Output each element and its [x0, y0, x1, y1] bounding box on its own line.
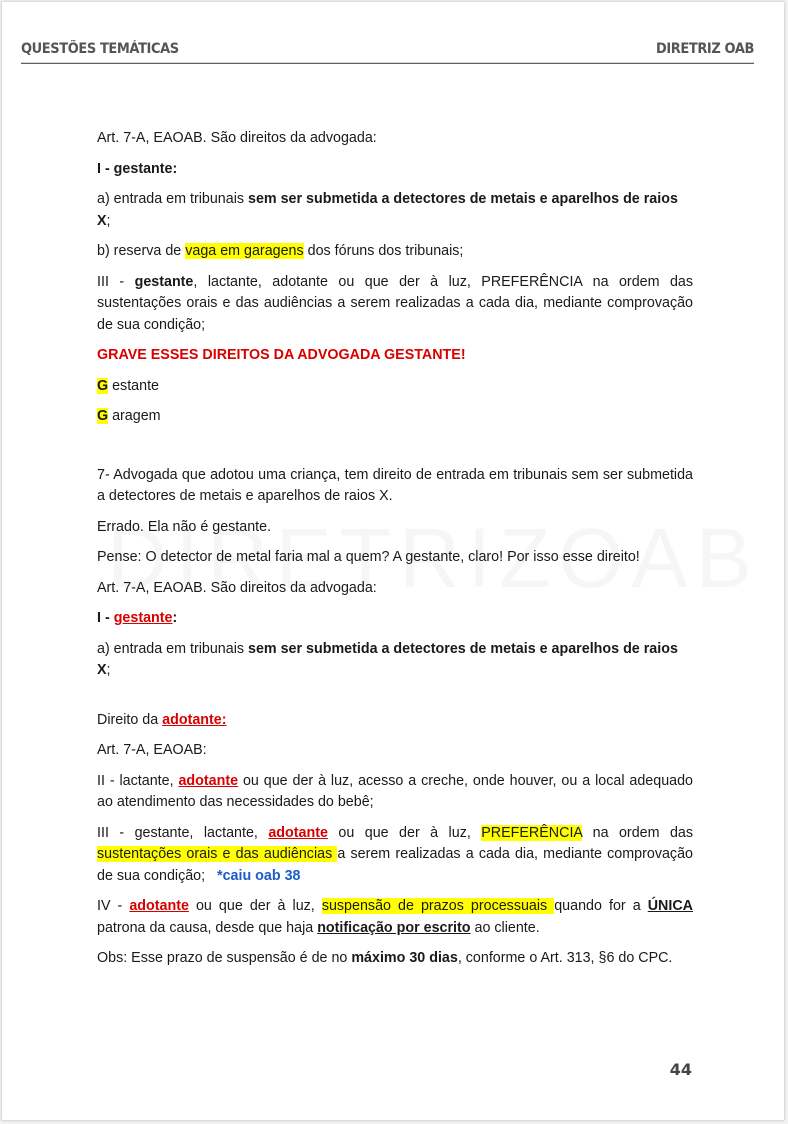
s3-inciso-iii — [97, 823, 693, 888]
mnemonic-word: estante — [108, 377, 159, 394]
s1-b-highlight: vaga em garagens — [185, 243, 304, 259]
s3-iv-highlight: suspensão de prazos processuais — [321, 898, 555, 914]
s3-iv-end: ao cliente. — [470, 919, 540, 936]
header-left-title: QUESTÕES TEMÁTICAS — [21, 41, 179, 58]
s3-iii-text: a serem realizadas a cada dia, mediante comprovação de sua condição; — [97, 846, 693, 884]
s3-ii-red: adotante — [178, 772, 239, 789]
s3-iii-label: III - gestante, lactante, — [97, 824, 269, 841]
s1-grave-callout: GRAVE ESSES DIREITOS DA ADVOGADA GESTANTE! — [97, 347, 466, 363]
mnemonic-garagem — [97, 406, 693, 428]
mnemonic-letter: G — [97, 408, 109, 424]
document-body — [97, 128, 693, 979]
s1-item-a — [97, 189, 693, 232]
s3-inciso-ii — [97, 771, 693, 814]
s1-a-end: ; — [106, 212, 111, 229]
document-page — [2, 2, 784, 1120]
s2-pense: Pense: O detector de metal faria mal a quem? A gestante, claro! Por isso esse direito! — [97, 549, 640, 565]
spacer — [97, 691, 693, 710]
s3-iv-text: quando for a — [554, 898, 648, 914]
s3-iii-highlight: PREFERÊNCIA — [481, 824, 583, 841]
s2-item-a — [97, 639, 693, 682]
s1-a-text: a) entrada em tribunais — [97, 191, 248, 207]
s3-ii-text: ou que der à luz, acesso a creche, onde houver, ou a local adequado ao atendimento das necessidades do bebê; — [97, 772, 694, 810]
s1-item-b — [97, 241, 693, 263]
spacer — [97, 437, 693, 465]
s2-question: 7- Advogada que adotou uma criança, tem direito de entrada em tribunais sem ser submetida a detectores de metais e aparelhos de raios X. — [97, 466, 693, 504]
s1-iii-label: III - — [97, 273, 135, 290]
s1-inciso-iii — [97, 272, 693, 337]
s2-answer: Errado. Ela não é gestante. — [97, 518, 272, 535]
s3-obs-text: Obs: Esse prazo de suspensão é de no — [97, 950, 352, 966]
s3-obs-bold: máximo 30 dias — [351, 950, 458, 966]
s3-heading — [97, 710, 693, 732]
s1-article: Art. 7-A, EAOAB. São direitos da advogada: — [97, 130, 377, 146]
s3-iv-label: IV - — [97, 898, 130, 914]
s1-a-bold: sem ser submetida a detectores de metais e aparelhos de raios X — [97, 191, 678, 229]
s2-a-end: ; — [106, 662, 111, 678]
mnemonic-gestante — [97, 376, 693, 398]
s2-i-red: gestante — [113, 610, 173, 626]
s1-inciso-i — [97, 159, 693, 181]
s3-iv-notificacao: notificação por escrito — [317, 919, 471, 936]
page-number: 44 — [669, 1060, 692, 1079]
s3-ii-label: II - lactante, — [97, 772, 179, 789]
caiu-oab-note: *caiu oab 38 — [217, 867, 301, 884]
s3-iii-text: na ordem das — [582, 824, 694, 841]
s2-inciso-i — [97, 608, 693, 630]
s2-article: Art. 7-A, EAOAB. São direitos da advogada: — [97, 579, 377, 596]
s3-obs-end: , conforme o Art. 313, §6 do CPC. — [457, 950, 673, 966]
s2-a-text: a) entrada em tribunais — [97, 640, 248, 657]
s3-iv-unica: ÚNICA — [647, 898, 693, 914]
s2-i-label: I - — [97, 610, 114, 626]
page-header — [21, 41, 754, 64]
s3-iv-red: adotante — [129, 898, 189, 914]
header-right-title: DIRETRIZ OAB — [655, 41, 754, 58]
s3-heading-text: Direito da — [97, 711, 163, 728]
mnemonic-letter: G — [97, 377, 109, 394]
s3-inciso-iv — [97, 896, 693, 939]
s2-a-bold: sem ser submetida a detectores de metais e aparelhos de raios X — [97, 640, 678, 678]
s3-article: Art. 7-A, EAOAB: — [97, 742, 207, 758]
s3-iv-text: patrona da causa, desde que haja — [97, 919, 318, 936]
s3-obs — [97, 948, 693, 970]
s2-i-colon: : — [172, 610, 178, 626]
s3-heading-red: adotante: — [162, 711, 227, 728]
mnemonic-word: aragem — [108, 408, 161, 424]
s1-iii-bold: gestante — [134, 273, 194, 290]
s1-b-end: dos fóruns dos tribunais; — [303, 243, 464, 259]
s1-iii-text: , lactante, adotante ou que der à luz, PREFERÊNCIA na ordem das sustentações orais e das audiências a serem realizadas a cada dia, mediante comprovação de sua condição; — [97, 273, 694, 333]
s3-iv-text: ou que der à luz, — [188, 898, 322, 914]
s3-iii-highlight: sustentações orais e das audiências — [97, 846, 338, 862]
s3-iii-text: ou que der à luz, — [327, 824, 482, 841]
s1-inciso-i-label: I - gestante: — [97, 160, 178, 177]
s1-b-text: b) reserva de — [97, 243, 186, 259]
s3-iii-red: adotante — [268, 824, 328, 841]
